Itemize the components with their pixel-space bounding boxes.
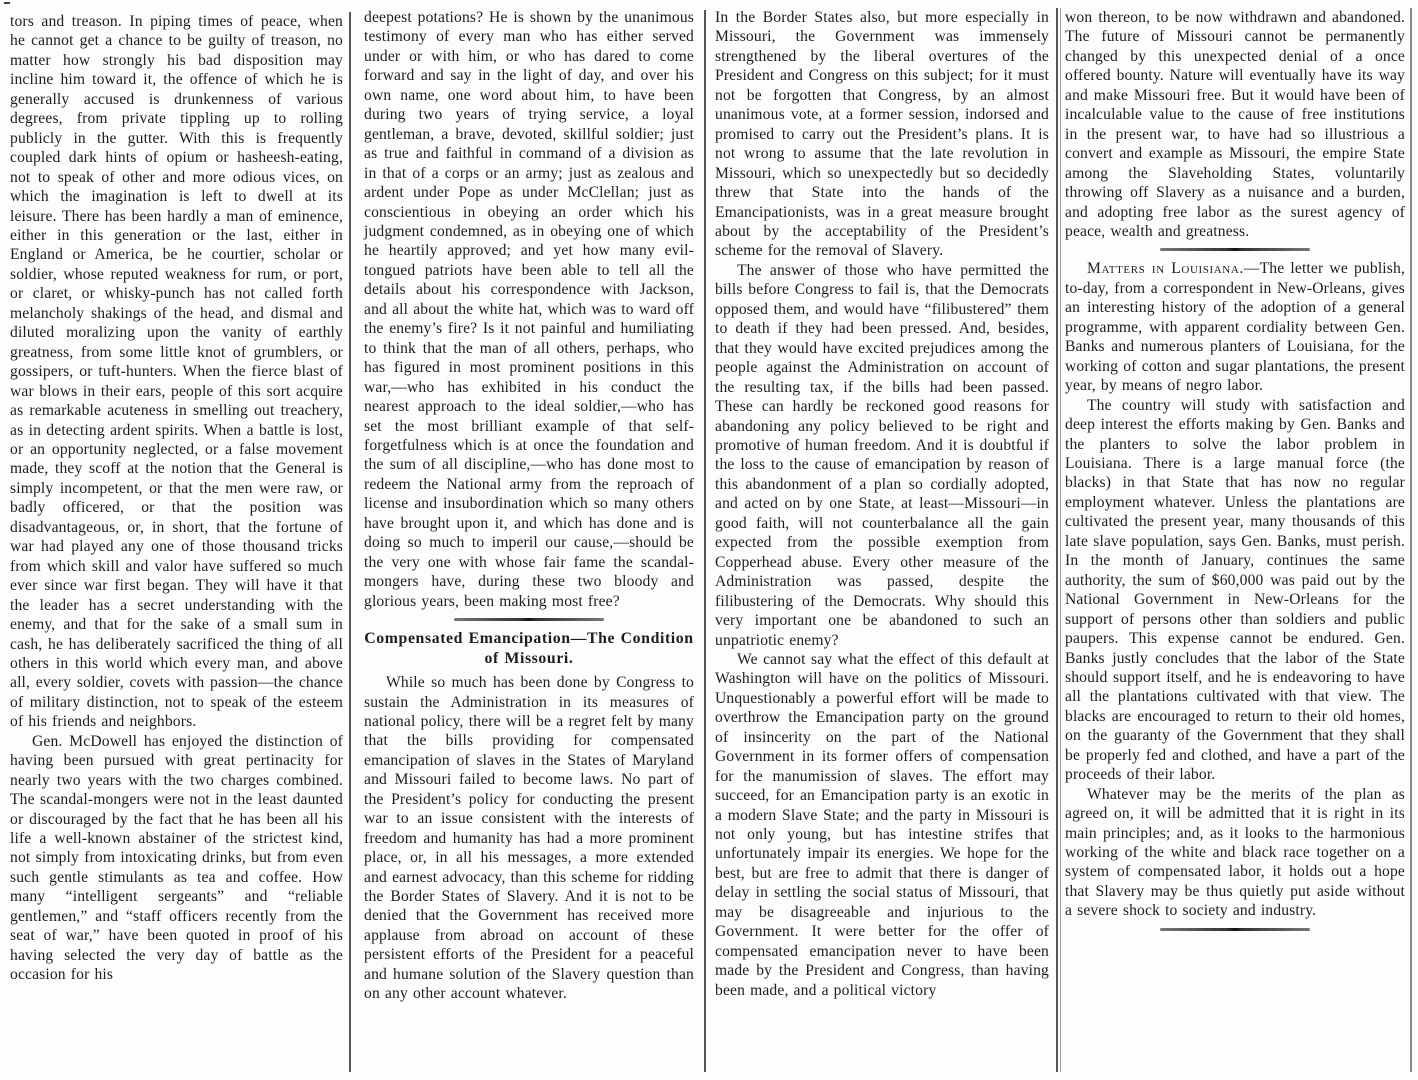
ornamental-rule [1160,928,1310,931]
column-1 [10,12,343,985]
column-divider [1056,8,1058,1072]
inline-headline: Matters in Louisiana. [1087,260,1244,278]
paragraph: Gen. McDowell has enjoyed the distinction of having been pursued with great pertinacity for nearly two years with the two charges combined. The scandal-mongers were not in the least daunted or discouraged by the fact that he has been all his life a well-known abstainer of the strictest kind, not simply from intoxicating drinks, but from even such gentle stimulants as tea and coffee. How many “intelligent sergeants” and “reliable gentlemen,” and “staff officers recently from the seat of war,” have been quoted in proof of his having selected the very day of battle as the occasion for his [10,732,343,984]
paragraph: tors and treason. In piping times of peace, when he cannot get a chance to be guilty of treason, no matter how strongly his bad disposition may incline him toward it, the offence of which he is generally accused is drunkenness of various degrees, from private tippling up to rolling publicly in the gutter. With this is frequently coupled dark hints of opium or hasheesh-eating, not to speak of other and more odious vices, on which the imagination is left to dwell at its leisure. There has been hardly a man of eminence, either in this generation or the last, either in England or America, be he courtier, scholar or soldier, whose reputed weakness for rum, or port, or claret, or whisky-punch has not called forth melancholy shakings of the head, and dismal and diluted moralizing upon the vanity of earthly greatness, from some little knot of grumblers, or gossipers, or tuft-hunters. When the fierce blast of war blows in their ears, people of this sort acquire as remarkable acuteness in smelling out treachery, as in detecting ardent spirits. When a battle is lost, or an opportunity neglected, or a false movement made, they scoff at the notion that the General is simply incompetent, or that the men were raw, or badly officered, or that the position was disadvantageous, or, in short, that the fortune of war had played any one of those thousand tricks from which skill and valor have suffered so much ever since war first began. They will have it that the leader has a secret understanding with the enemy, and that for the sake of a small sum in cash, he has deliberately sacrificed the thing of all others in this world which every man, and above all, every soldier, covets with passion—the chance of military distinction, not to speak of the esteem of his friends and neighbors. [10,13,343,731]
ornamental-rule [454,618,604,621]
column-divider [704,10,706,1072]
column-4 [1065,8,1405,939]
paragraph: deepest potations? He is shown by the unanimous testimony of every man who has either served under or with him, or who has dared to come forward and say in the light of day, and over his own name, one word about him, to have been during two years of trying service, a loyal gentleman, a brave, devoted, skillful soldier; just as true and faithful in command of a division as in that of a corps or an army; just as zealous and ardent under Pope as under McClellan; just as conscientious in obeying an order which his judgment condemned, as in obeying one of which he heartily approved; and yet how many evil-tongued patriots have been able to tell all the details about his correspondence with Jackson, and all about the white hat, which was to ward off the enemy’s fire? Is it not painful and humiliating to think that the man of all others, perhaps, who has figured in most prominent positions in this war,—who has exhibited in his conduct the nearest approach to the ideal soldier,—who has set the most brilliant example of that self-forgetfulness which is at once the foundation and the sum of all discipline,—who has done most to redeem the National army from the reproach of license and insubordination which so many others have brought upon it, and which has done and is doing so much to imperil our cause,—should be the very one with whose fair fame the scandal-mongers have, during these two bloody and glorious years, been making most free? [364,9,694,610]
paragraph: We cannot say what the effect of this default at Washington will have on the politics of Missouri. Unquestionably a powerful effort will be made to overthrow the Emancipation party on the ground of insincerity on the part of the National Government in its former offers of compensation for the manumission of slaves. The effort may succeed, for an Emancipation party is an exotic in a modern Slave State; and the party in Missouri is not only young, but has intestine strifes that unfortunately impair its energies. We hope for the best, but are free to admit that there is danger of delay in settling the social status of Missouri, that may be disagreeable and injurious to the Government. It were better for the offer of compensated emancipation never to have been made by the President and Congress, than having been made, and a political victory [715,650,1049,999]
column-divider [1410,8,1412,1072]
paragraph: In the Border States also, but more especially in Missouri, the Government was immensely strengthened by the liberal overtures of the President and Congress on this subject; for it must not be forgotten that Congress, by an almost unanimous vote, at a former session, indorsed and promised to carry out the President’s plans. It is not wrong to assume that the late revolution in Missouri, which so unexpectedly but so decidedly threw that State into the hands of the Emancipationists, was in a great measure brought about by the acceptability of the President’s scheme for the removal of Slavery. [715,9,1049,260]
ornamental-rule [1160,248,1310,251]
column-divider [349,12,351,1072]
paragraph: Whatever may be the merits of the plan as agreed on, it will be admitted that it is right in its main principles; and, as it looks to the harmonious working of the white and black race together on a system of compensated labor, it holds out a hope that Slavery may be thus quietly put aside without a severe shock to society and industry. [1065,785,1405,920]
scan-mark [4,2,10,4]
article-headline: Compensated Emancipation—The Condition of Missouri. [364,630,694,668]
column-2 [364,8,694,1004]
paragraph [1065,259,1405,395]
paragraph: won thereon, to be now withdrawn and abandoned. The future of Missouri cannot be permanently changed by this unexpected denial of a once offered bounty. Nature will eventually have its way and make Missouri free. But it would have been of incalculable value to the cause of free institutions in the present war, to have had so illustrious a convert and example as Missouri, the empire State among the Slaveholding States, voluntarily throwing off Slavery as a nuisance and a burden, and adopting free labor as the surest agency of peace, wealth and greatness. [1065,9,1405,240]
paragraph-text: —The letter we publish, to-day, from a correspondent in New-Orleans, gives an interesting history of the adoption of a general programme, with apparent cordiality between Gen. Banks and numerous planters of Louisiana, for the working of cotton and sugar plantations, the present year, by means of negro labor. [1065,260,1405,395]
paragraph: The country will study with satisfaction and deep interest the efforts making by Gen. Banks and the planters to solve the labor problem in Louisiana. There is a large manual force (the blacks) in that State that has now no regular employment whatever. Unless the plantations are cultivated the present year, many thousands of this late slave population, says Gen. Banks, must perish. In the month of January, continues the same authority, the sum of $60,000 was paid out by the National Government in New-Orleans for the support of persons other than soldiers and public paupers. This expense cannot be endured. Gen. Banks justly concludes that the labor of the State should support itself, and he is endeavoring to have all the plantations cultivated with that view. The blacks are encouraged to return to their old homes, on the guaranty of the Government that they shall be properly fed and clothed, and have a part of the proceeds of their labor. [1065,396,1405,784]
column-divider [1060,8,1061,1072]
paragraph: While so much has been done by Congress to sustain the Administration in its measures of national policy, there will be a regret felt by many that the bills providing for compensated emancipation of slaves in the States of Maryland and Missouri failed to become laws. No part of the President’s policy for conducting the present war to an issue consistent with the interests of freedom and humanity has had a more prominent place, or, in all his messages, a more extended and earnest advocacy, than this scheme for ridding the Border States of Slavery. And it is not to be denied that the Government has received more applause from abroad on account of these persistent efforts of the President for a peaceful and humane solution of the Slavery question than on any other account whatever. [364,674,694,1003]
column-3 [715,8,1049,1000]
paragraph: The answer of those who have permitted the bills before Congress to fail is, that the Democrats opposed them, and would have “filibustered” them to death if they had been pressed. And, besides, that they would have excited prejudices among the people against the Administration on account of the resulting tax, if the bills had been passed. These can hardly be reckoned good reasons for abandoning any policy believed to be right and promotive of human freedom. And it is doubtful if the loss to the cause of emancipation by reason of this abandonment of a plan so cordially adopted, and acted on by one State, at least—Missouri—in good faith, will not counterbalance all the gain expected from the possible exemption from Copperhead abuse. Every other measure of the Administration was passed, despite the filibustering of the Democrats. Why should this very important one be abandoned to such an unpatriotic enemy? [715,261,1049,649]
